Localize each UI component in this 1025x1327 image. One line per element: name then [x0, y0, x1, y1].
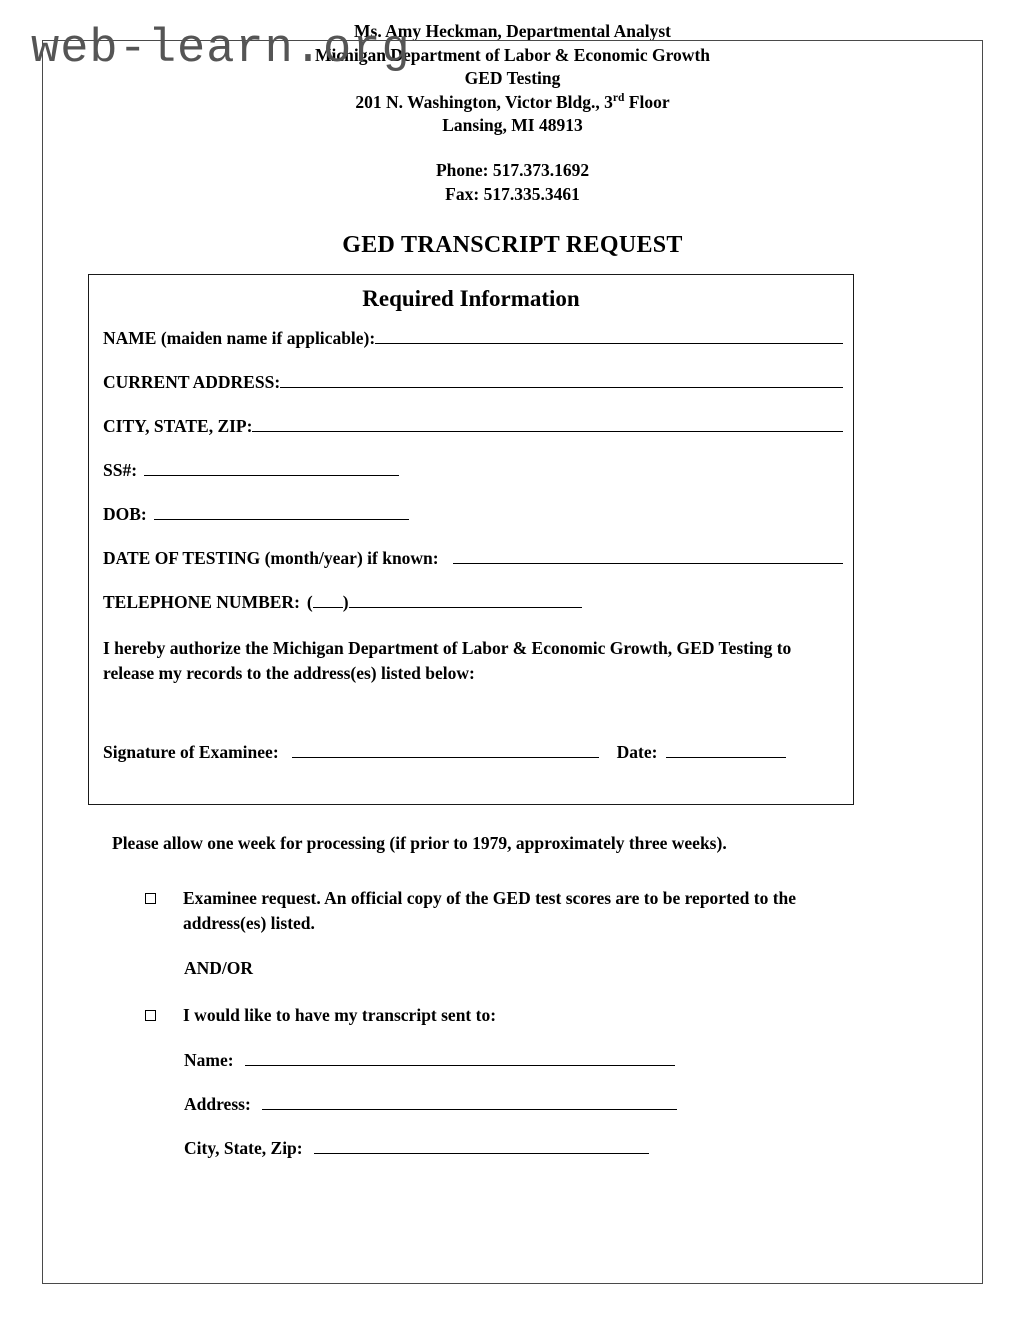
field-label-city-state-zip: CITY, STATE, ZIP: [103, 416, 253, 436]
authorization-statement: I hereby authorize the Michigan Department of Labor & Economic Growth, GED Testing to release my records to the address(es) listed below: [103, 638, 792, 683]
phone-line: Phone: 517.373.1692 [435, 160, 590, 180]
telephone-paren-open: ( [306, 592, 313, 612]
ordinal-suffix: rd [612, 91, 625, 104]
field-label-dob: DOB: [103, 504, 147, 524]
field-label-date: Date: [616, 742, 658, 762]
header-line-contact-name: Ms. Amy Heckman, Departmental Analyst [354, 21, 671, 41]
watermark-text: web-learn.org [31, 23, 411, 76]
field-label-recipient-name: Name: [184, 1050, 234, 1070]
field-label-signature: Signature of Examinee: [103, 742, 279, 762]
header-line-division: GED Testing [464, 68, 561, 88]
and-or-separator: AND/OR [184, 958, 254, 978]
field-label-recipient-address: Address: [184, 1094, 251, 1114]
option-examinee-request-label: Examinee request. An official copy of the GED test scores are to be reported to the address(es) listed. [183, 888, 797, 933]
telephone-paren-close: ) [342, 592, 349, 612]
page-title: GED TRANSCRIPT REQUEST [342, 232, 683, 258]
field-label-telephone: TELEPHONE NUMBER: [103, 592, 300, 612]
page-border [42, 40, 983, 1284]
field-label-recipient-city-state-zip: City, State, Zip: [184, 1138, 303, 1158]
required-information-heading: Required Information [362, 286, 580, 311]
field-label-date-of-testing: DATE OF TESTING (month/year) if known: [103, 548, 439, 568]
fax-line: Fax: 517.335.3461 [445, 184, 580, 204]
option-send-transcript-label: I would like to have my transcript sent to: [183, 1005, 497, 1025]
field-label-name: NAME (maiden name if applicable): [103, 328, 376, 348]
field-label-ssn: SS#: [103, 460, 138, 480]
processing-note: Please allow one week for processing (if prior to 1979, approximately three weeks). [112, 833, 727, 853]
header-line-city-state-zip: Lansing, MI 48913 [442, 115, 583, 135]
street-address-suffix: Floor [624, 91, 670, 112]
field-label-current-address: CURRENT ADDRESS: [103, 372, 281, 392]
street-address-text: 201 N. Washington, Victor Bldg., 3 [355, 91, 613, 112]
header-line-department: Michigan Department of Labor & Economic Growth [314, 44, 710, 65]
